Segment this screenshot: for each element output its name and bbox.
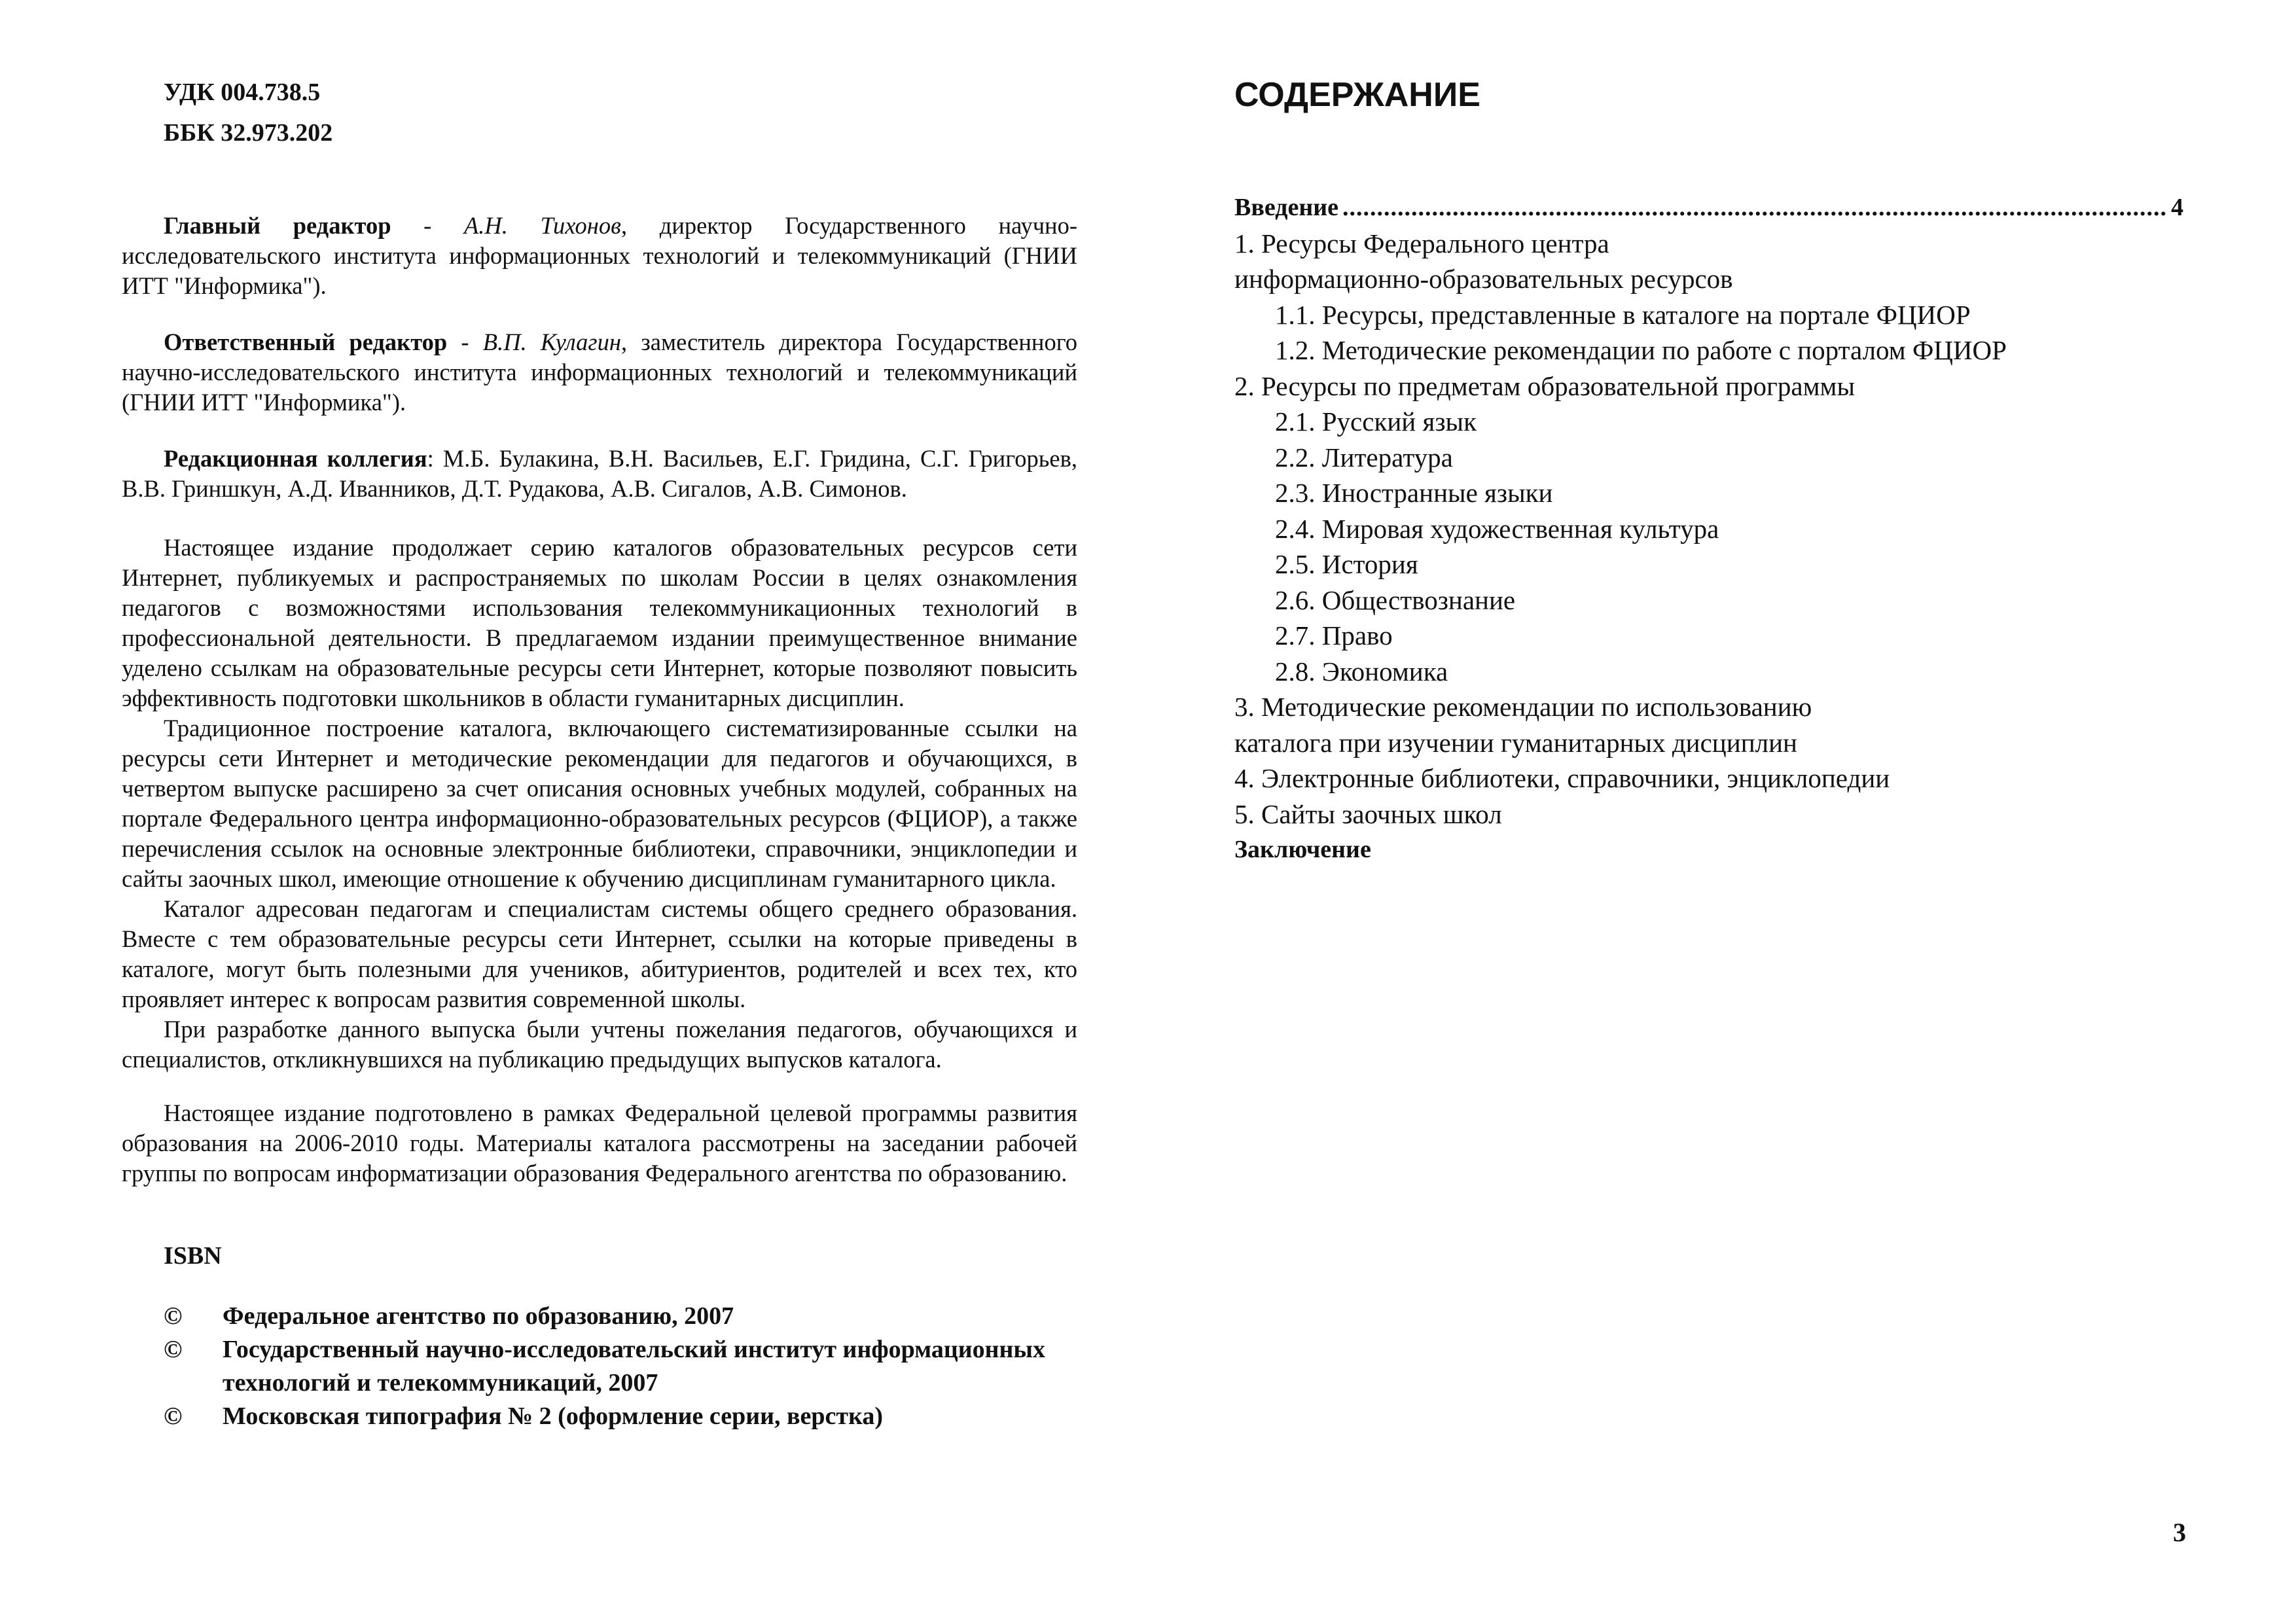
toc-item[interactable]: 2.2. Литература [1275,442,1453,473]
copyright-icon: © [164,1302,183,1330]
toc-item[interactable]: 1.1. Ресурсы, представленные в каталоге на портале ФЦИОР [1275,299,1971,330]
copyright-icon: © [164,1336,183,1363]
chief-editor: Главный редактор - А.Н. Тихонов, директор Государственного научно-исследовательского института информационных технологий и телекоммуникаций (ГНИИ ИТТ "Информика"). [122,212,1077,299]
toc-item[interactable]: 1.2. Методические рекомендации по работе с порталом ФЦИОР [1275,335,2007,365]
toc-item[interactable]: каталога при изучении гуманитарных дисциплин [1234,727,1797,758]
copyright-icon: © [164,1402,183,1430]
editorial-credits [122,211,1077,504]
left-page [122,72,1077,1433]
classification-codes [164,72,1077,153]
toc-item[interactable]: 2.5. История [1275,549,1418,579]
program-note-text: Настоящее издание подготовлено в рамках Федеральной целевой программы развития образования на 2006-2010 годы. Материалы каталога рассмотрены на заседании рабочей группы по вопросам информатизации образования Федерального агентства по образованию. [122,1099,1077,1186]
toc-item[interactable]: 2.8. Экономика [1275,656,1448,687]
paragraph: Каталог адресован педагогам и специалистам системы общего среднего образования. Вместе с тем образовательные ресурсы сети Интернет, ссылки на которые приведены в каталоге, могут быть полезными для учеников, абитуриентов, родителей и всех тех, кто проявляет интерес к вопросам развития современной школы. [122,895,1077,1012]
toc-item-conclusion[interactable]: Заключение [1234,836,1371,863]
copyright-text: Федеральное агентство по образованию, 2007 [223,1302,734,1330]
toc-title: СОДЕРЖАНИЕ [1234,76,1480,114]
toc-item[interactable]: 1. Ресурсы Федерального центра [1234,228,1609,259]
page-number: 3 [2173,1518,2186,1547]
toc-item[interactable]: 4. Электронные библиотеки, справочники, энциклопедии [1234,763,1890,793]
annotation-text [122,533,1077,1075]
executive-editor: Ответственный редактор - В.П. Кулагин, заместитель директора Государственного научно-исследовательского института информационных технологий и телекоммуникаций (ГНИИ ИТТ "Информика"). [122,329,1078,416]
toc-item[interactable]: 2.1. Русский язык [1275,406,1477,437]
toc-item[interactable]: информационно-образовательных ресурсов [1234,264,1733,294]
toc-item-introduction[interactable] [1234,190,2183,226]
bbk-code: ББК 32.973.202 [164,119,333,147]
toc-page-number: 4 [2171,194,2183,221]
toc-item[interactable]: 2.7. Право [1275,620,1393,651]
udk-code: УДК 004.738.5 [164,79,321,106]
program-note [122,1098,1077,1188]
right-page [1234,72,2183,868]
paragraph: При разработке данного выпуска были учтены пожелания педагогов, обучающихся и специалистов, откликнувшихся на публикацию предыдущих выпусков каталога. [122,1016,1077,1073]
toc-item[interactable]: 3. Методические рекомендации по использованию [1234,692,1812,722]
toc-item[interactable]: 2.3. Иностранные языки [1275,478,1553,508]
copyright-list [164,1300,1077,1433]
toc-item[interactable]: 2. Ресурсы по предметам образовательной программы [1234,370,1856,401]
toc-item[interactable]: 2.4. Мировая художественная культура [1275,513,1719,544]
editorial-board: Редакционная коллегия: М.Б. Булакина, В.Н. Васильев, Е.Г. Гридина, С.Г. Григорьев, В.В. Гриншкун, А.Д. Иванников, Д.Т. Рудакова, А.В. Сигалов, А.В. Симонов. [122,445,1077,502]
copyright-text: Московская типография № 2 (оформление серии, верстка) [223,1402,884,1430]
toc-item[interactable]: 5. Сайты заочных школ [1234,798,1502,829]
paragraph: Настоящее издание продолжает серию каталогов образовательных ресурсов сети Интернет, публикуемых и распространяемых по школам России в целях ознакомления педагогов с возможностями использования телекоммуникационных технологий в профессиональной деятельности. В предлагаемом издании преимущественное внимание уделено ссылкам на образовательные ресурсы сети Интернет, которые позволяют повысить эффективность подготовки школьников в области гуманитарных дисциплин. [122,534,1077,711]
toc-item[interactable]: 2.6. Обществознание [1275,584,1516,615]
toc-leader-dots [1342,190,2167,226]
copyright-item [164,1333,1077,1400]
isbn: ISBN [164,1242,222,1270]
copyright-item [164,1400,1077,1433]
copyright-text: Государственный научно-исследовательский институт информационных технологий и телекоммуникаций, 2007 [223,1336,1046,1397]
table-of-contents [1234,190,2183,868]
paragraph: Традиционное построение каталога, включающего систематизированные ссылки на ресурсы сети Интернет и методические рекомендации для педагогов и обучающихся, в четвертом выпуске расширено за счет описания основных учебных модулей, собранных на портале Федерального центра информационно-образовательных ресурсов (ФЦИОР), а также перечисления ссылок на основные электронные библиотеки, справочники, энциклопедии и сайты заочных школ, имеющие отношение к обучению дисциплинам гуманитарного цикла. [122,715,1077,892]
toc-item-label: Введение [1234,194,1338,221]
copyright-item [164,1300,1077,1333]
